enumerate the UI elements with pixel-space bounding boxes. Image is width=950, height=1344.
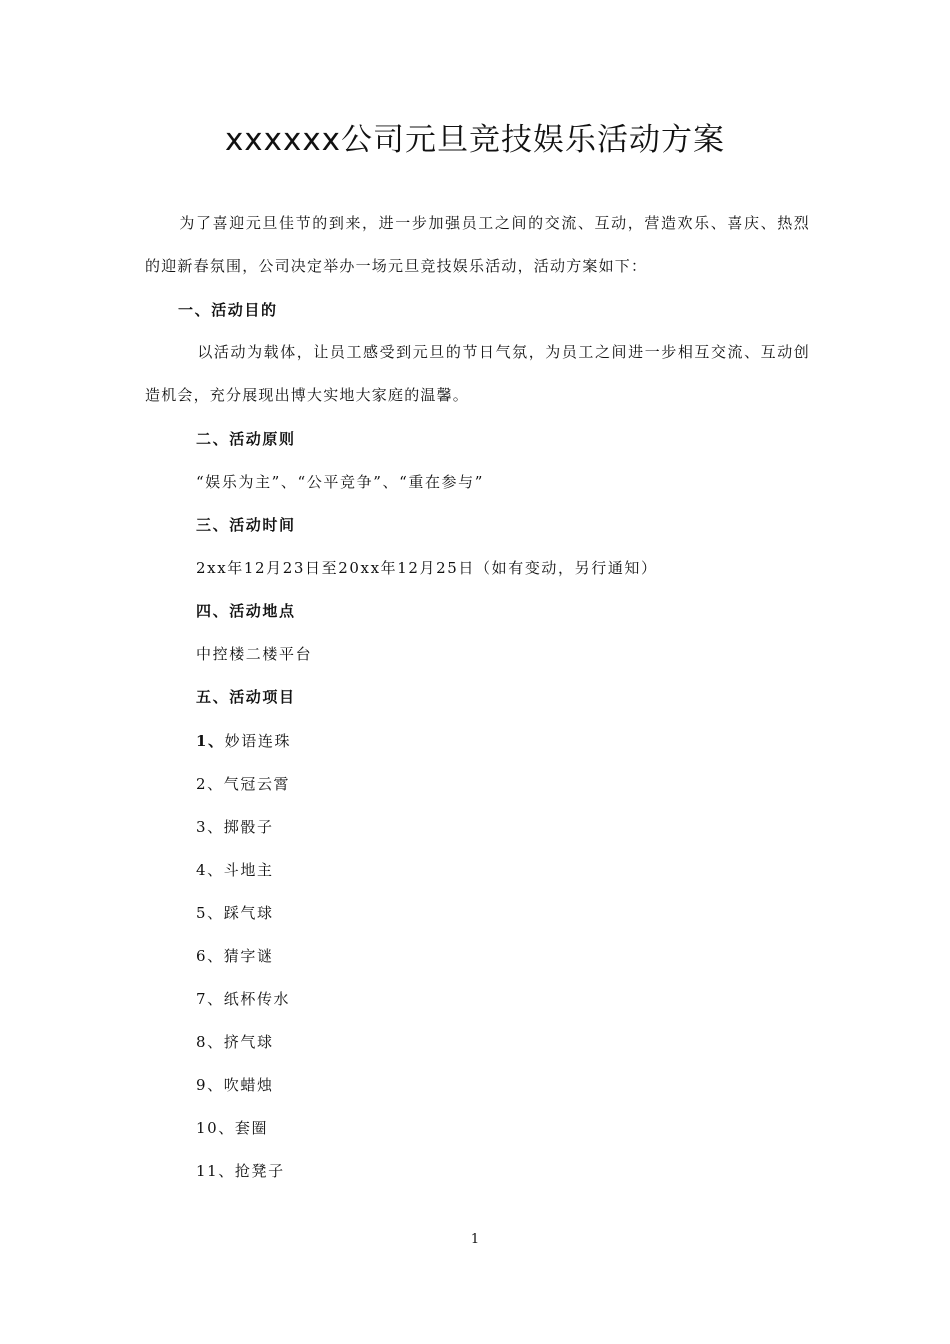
list-item-number: 1、: [196, 732, 225, 750]
list-item-label: 踩气球: [223, 904, 274, 922]
section-heading-principles: 二、活动原则: [196, 430, 296, 448]
page-number: 1: [470, 1232, 480, 1247]
section-heading-purpose: 一、活动目的: [178, 301, 278, 319]
list-item: [196, 1073, 274, 1097]
list-item-label: 挤气球: [223, 1033, 274, 1051]
purpose-text: 以活动为载体，让员工感受到元旦的节日气氛，为员工之间进一步相互交流、互动创造机会，充分展现出博大实地大家庭的温馨。: [145, 343, 810, 404]
list-item-number: 6、: [196, 947, 224, 965]
intro-text: 为了喜迎元旦佳节的到来，进一步加强员工之间的交流、互动，营造欢乐、喜庆、热烈的迎新春氛围，公司决定举办一场元旦竞技娱乐活动，活动方案如下：: [145, 214, 810, 275]
list-item-label: 掷骰子: [223, 818, 274, 836]
time-text: 2xx年12月23日至20xx年12月25日（如有变动，另行通知）: [196, 559, 658, 577]
section-heading-activities: 五、活动项目: [196, 688, 296, 706]
list-item-label: 纸杯传水: [223, 990, 291, 1008]
list-item-number: 4、: [196, 861, 224, 879]
list-item-number: 10、: [196, 1119, 235, 1137]
list-item-label: 斗地主: [223, 861, 274, 879]
list-item-number: 2、: [196, 775, 224, 793]
list-item: [196, 1030, 274, 1054]
list-item-label: 猜字谜: [223, 947, 274, 965]
list-item: [196, 1116, 268, 1140]
location-text: 中控楼二楼平台: [196, 645, 313, 663]
list-item: [196, 858, 274, 882]
list-item-label: 套圈: [234, 1119, 269, 1137]
intro-paragraph: [145, 202, 810, 288]
list-item-number: 9、: [196, 1076, 224, 1094]
document-title: xxxxxx公司元旦竞技娱乐活动方案: [224, 122, 726, 158]
list-item: [196, 815, 274, 839]
section-heading-location: 四、活动地点: [196, 602, 296, 620]
list-item-label: 吹蜡烛: [223, 1076, 274, 1094]
list-item: [196, 987, 290, 1011]
list-item-number: 11、: [196, 1162, 235, 1180]
list-item-number: 8、: [196, 1033, 224, 1051]
list-item-label: 妙语连珠: [224, 732, 292, 750]
list-item: [196, 901, 274, 925]
purpose-paragraph: [145, 331, 810, 417]
list-item-number: 5、: [196, 904, 224, 922]
list-item-number: 7、: [196, 990, 224, 1008]
list-item: [196, 1159, 285, 1183]
list-item-label: 气冠云霄: [223, 775, 291, 793]
list-item-number: 3、: [196, 818, 224, 836]
list-item: [196, 944, 274, 968]
list-item: [196, 772, 290, 796]
section-heading-time: 三、活动时间: [196, 516, 296, 534]
list-item: [196, 729, 291, 753]
principles-text: “娱乐为主”、“公平竞争”、“重在参与”: [196, 473, 485, 491]
list-item-label: 抢凳子: [234, 1162, 285, 1180]
